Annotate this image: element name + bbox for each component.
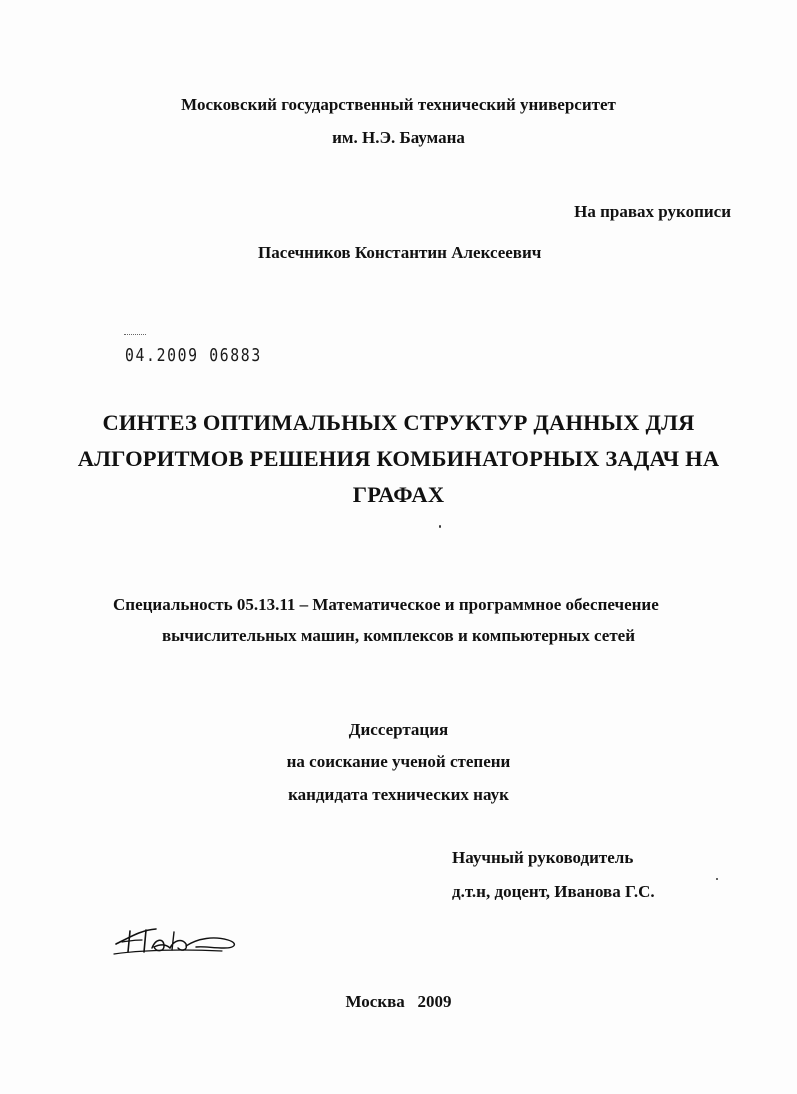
specialty-line1: Специальность 05.13.11 – Математическое и программное обеспечение xyxy=(113,595,659,614)
advisor-name: д.т.н, доцент, Иванова Г.С. xyxy=(452,882,655,901)
stamp-dots xyxy=(124,334,146,339)
specialty-line2: вычислительных машин, комплексов и компьютерных сетей xyxy=(161,626,636,645)
scan-speck xyxy=(439,525,441,528)
dissertation-title-line3: ГРАФАХ xyxy=(352,482,445,507)
university-name: Московский государственный технический университет xyxy=(181,95,616,114)
university-subtitle: им. Н.Э. Баумана xyxy=(332,128,465,147)
dissertation-title-line1: СИНТЕЗ ОПТИМАЛЬНЫХ СТРУКТУР ДАННЫХ ДЛЯ xyxy=(102,410,695,435)
library-stamp-number: 04.2009 06883 xyxy=(125,345,262,366)
advisor-label: Научный руководитель xyxy=(452,848,634,867)
handwritten-signature xyxy=(112,918,242,962)
dissertation-title-line2: АЛГОРИТМОВ РЕШЕНИЯ КОМБИНАТОРНЫХ ЗАДАЧ НА xyxy=(77,446,720,471)
city-and-year: Москва 2009 xyxy=(345,992,452,1011)
rights-note: На правах рукописи xyxy=(574,202,731,221)
degree-purpose: на соискание ученой степени xyxy=(286,752,511,771)
scan-speck xyxy=(716,878,718,880)
author-name: Пасечников Константин Алексеевич xyxy=(258,243,542,262)
document-type: Диссертация xyxy=(348,720,449,739)
degree-name: кандидата технических наук xyxy=(288,785,509,804)
